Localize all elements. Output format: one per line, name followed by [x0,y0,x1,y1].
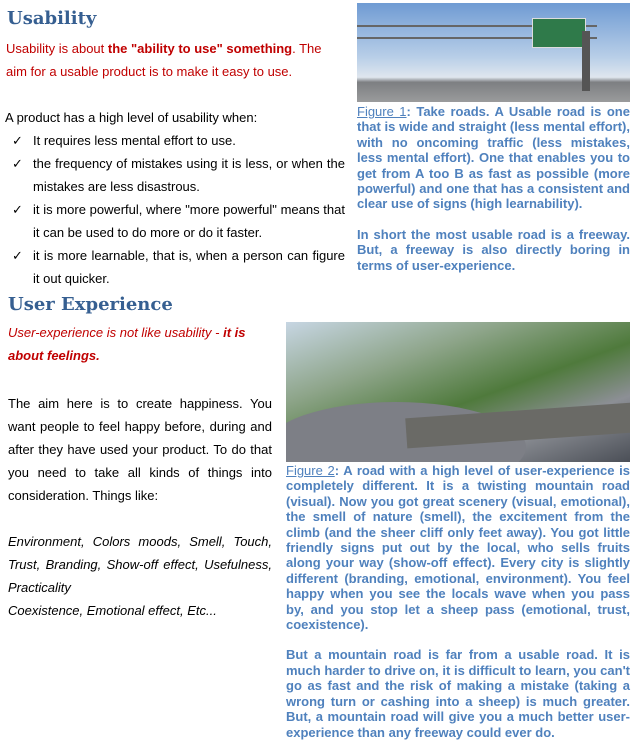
list-item [8,244,345,290]
check-icon: ✓ [12,156,23,171]
intro-text-end: . The aim for a usable product is to make it easy to use. [6,41,322,79]
list-item [8,129,345,152]
figure2-caption [286,463,630,740]
usability-intro [6,37,336,83]
figure2-caption-text: : A road with a high level of user-experience is completely different. It is a twisting mountain road (visual). Now you got great scenery (visual, emotional), the smell of nature (smell), the excitement from the climb (and the sheer cliff only feet away). You got little friendly signs put out by the local, who sells fruits along your way (show-off effect). Every city is slightly different (branding, emotional, environment). You feel happy when you see the locals wave when you pass by, and you stop let a sheep pass (emotional, trust, coexistence). [286,463,630,633]
figure2-summary: But a mountain road is far from a usable road. It is much harder to drive on, it is difficult to learn, you can't go as fast and the risk of making a mistake (taking a wrong turn or cashing into a sheep) is much greater. But, a mountain road will give you a much better user-experience than any freeway could ever do. [286,647,630,740]
ux-intro-bold: it is about feelings. [8,325,246,363]
list-item [8,198,345,244]
ux-things-1: Environment, Colors moods, Smell, Touch, Trust, Branding, Show-off effect, Usefulness, Practicality [8,534,272,595]
mountain-road-photo [286,322,630,462]
ux-intro-text: User-experience is not like usability - [8,325,224,340]
intro-text: Usability is about [6,41,108,56]
usability-criteria-list [8,129,345,290]
ux-things-list [8,530,272,622]
highway-sign [532,18,586,48]
check-icon: ✓ [12,133,23,148]
gantry-post [582,31,590,91]
freeway-photo [357,3,630,102]
usability-list-lead: A product has a high level of usability when: [5,110,258,125]
figure1-label: Figure 1 [357,104,407,119]
list-item-text: It requires less mental effort to use. [33,133,236,148]
ux-heading: User Experience [8,294,173,315]
ux-intro [8,321,258,367]
list-item [8,152,345,198]
list-item-text: the frequency of mistakes using it is less, or when the mistakes are less disastrous. [33,156,345,194]
figure1-text [357,104,630,212]
figure2-label: Figure 2 [286,463,335,478]
ux-things-2: Coexistence, Emotional effect, Etc... [8,603,217,618]
figure1-summary: In short the most usable road is a freeway. But, a freeway is also directly boring in terms of user-experience. [357,226,630,273]
usability-heading: Usability [7,8,97,29]
list-item-text: it is more learnable, that is, when a person can figure it out quicker. [33,248,345,286]
figure1-caption [357,104,630,273]
ux-paragraph: The aim here is to create happiness. You want people to feel happy before, during and after they have used your product. To do that you need to take all kinds of things into consideration. Things like: [8,396,272,503]
check-icon: ✓ [12,202,23,217]
figure1-caption-text: : Take roads. A Usable road is one that is wide and straight (less mental effort), with no oncoming traffic (less mistakes, less mental effort). One that enables you to get from A too B as fast as possible (more powerful) and one that has a consistent and clear use of signs (high learnability). [357,104,630,212]
check-icon: ✓ [12,248,23,263]
list-item-text: it is more powerful, where "more powerful" means that it can be used to do more or do it faster. [33,202,345,240]
figure2-text [286,463,630,632]
intro-bold: the "ability to use" something [107,41,293,56]
